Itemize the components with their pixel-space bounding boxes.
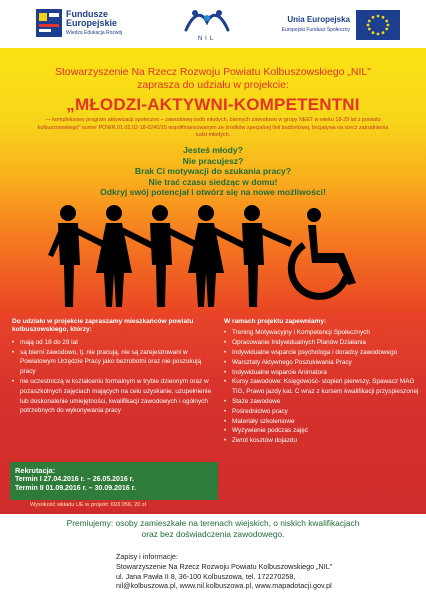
ue-title: Unia Europejska [287,15,350,24]
invitation-line: zaprasza do udziału w projekcie: [137,79,289,91]
wheelchair-icon [291,208,356,296]
list-item: • Indywidualne wsparcie Animatora [224,368,420,378]
question-line: Odkryj swój potencjał i otwórz się na nowe możliwości! [100,187,326,198]
priority-line-1: Premiujemy: osoby zamieszkałe na terenach wiejskich, o niskich kwalifikacjach [66,518,360,528]
priority-line-2: oraz bez doświadczenia zawodowego. [141,529,285,539]
offer-list [224,328,420,446]
list-item: • Opracowanie Indywidualnych Planów Działania [224,338,420,348]
list-item: • nie uczestniczą w kształceniu formalnym w trybie dziennym oraz w pozaszkolnych zajęciach mających na celu uzyskanie, uzupełnienie lub doskonalenie umiejętności, kwalifikacji zawodowych i ogólnych potrzebnych do wykonywania pracy [12,377,212,416]
eligibility-intro: Do udziału w projekcie zapraszamy mieszkańców powiatu kolbuszowskiego, którzy: [12,318,194,334]
nil-figures-icon [180,8,234,34]
nil-name: NIL [197,36,217,42]
priority-note [0,514,426,552]
list-item: • Zwrot kosztów dojazdu [224,436,420,446]
fundusze-europejskie-mark-icon [36,9,62,37]
contact-text [116,552,416,591]
organization-name: Stowarzyszenie Na Rzecz Rozwoju Powiatu Kolbuszowskiego „NIL" [55,66,371,78]
list-item: • Wyżywienie podczas zajęć [224,426,420,436]
contact-footer [0,552,426,600]
question-line: Jesteś młody? [183,145,243,155]
list-item: • Trening Motywacyjny i Kompetencji Społecznych [224,328,420,338]
list-item: • mają od 18 do 29 lat [12,338,212,348]
offer-column [224,318,420,446]
offer-intro: W ramach projektu zapewniamy: [224,318,327,325]
eligibility-list [12,338,212,416]
fundusze-europejskie-logo [36,9,146,41]
contact-web[interactable]: nil@kolbuszowa.pl, www.nil.kolbuszowa.pl, www.mapadotacji.gov.pl [116,581,332,591]
list-item: • Materiały szkoleniowe [224,417,420,427]
recruitment-box [10,462,218,500]
project-title: „MŁODZI-AKTYWNI-KOMPETENTNI [66,95,360,114]
questions-block [0,145,426,198]
recruitment-term-2: Termin II 01.09.2016 r. – 30.09.2016 r. [15,485,136,492]
question-line: Brak Ci motywacji do szukania pracy? [134,166,292,177]
eligibility-column [12,318,212,416]
contact-address: ul. Jana Pawła II 8, 36-100 Kolbuszowa, tel. 172270258, [116,571,296,581]
fe-title: Fundusze Europejskie [66,9,118,28]
contact-organization: Stowarzyszenie Na Rzecz Rozwoju Powiatu Kolbuszowskiego „NIL" [116,561,333,571]
nil-logo [180,8,234,42]
recruitment-title: Rekrutacja: [15,466,56,475]
list-item: • Pośrednictwo pracy [224,407,420,417]
list-item: • Indywidualne wsparcie psychologa i doradcy zawodowego [224,348,420,358]
contact-heading: Zapisy i informacje: [116,552,178,561]
unia-europejska-logo [270,10,400,40]
fe-subtitle: Wiedza Edukacja Rozwój [66,30,123,36]
eu-contribution-note: Wysokość wkładu UE w projekt: 693 056, 20 zł [30,502,146,508]
list-item: • są bierni zawodowo, tj. nie pracują, nie są zarejestrowani w Powiatowym Urzędzie Pracy jako bezrobotni oraz nie poszukują pracy [12,348,212,377]
list-item: • Warsztaty Aktywnego Poszukiwania Pracy [224,358,420,368]
people-silhouettes-illustration [46,203,376,311]
project-description: — kompleksowy program aktywizacji społeczno – zawodowej osób młodych, biernych zawodowo w grupy NEET w wieku 18-29 lat z powiatu kolbuszowskiego" numer POWR.01.02.02-18-0240/15 współfinansowanym ze środków specjalnej linii budżetowej, Inicjatywa na rzecz zatrudnienia ludzi młodych. [37,117,389,139]
eu-flag-icon [356,10,400,40]
logo-bar [0,0,426,48]
ue-subtitle: Europejski Fundusz Społeczny [281,27,350,33]
question-line: Nie pracujesz? [182,155,244,166]
list-item: • Kursy zawodowe: Księgowość- stopień pierwszy, Spawacz MAG TIG, Prawo jazdy kat. C wraz z kursem kwalifikacji przyspieszonej [224,377,420,397]
question-line: Nie trać czasu siedząc w domu! [148,176,278,187]
list-item: • Staże zawodowe [224,397,420,407]
recruitment-term-1: Termin I 27.04.2016 r. – 26.05.2016 r. [15,476,134,483]
